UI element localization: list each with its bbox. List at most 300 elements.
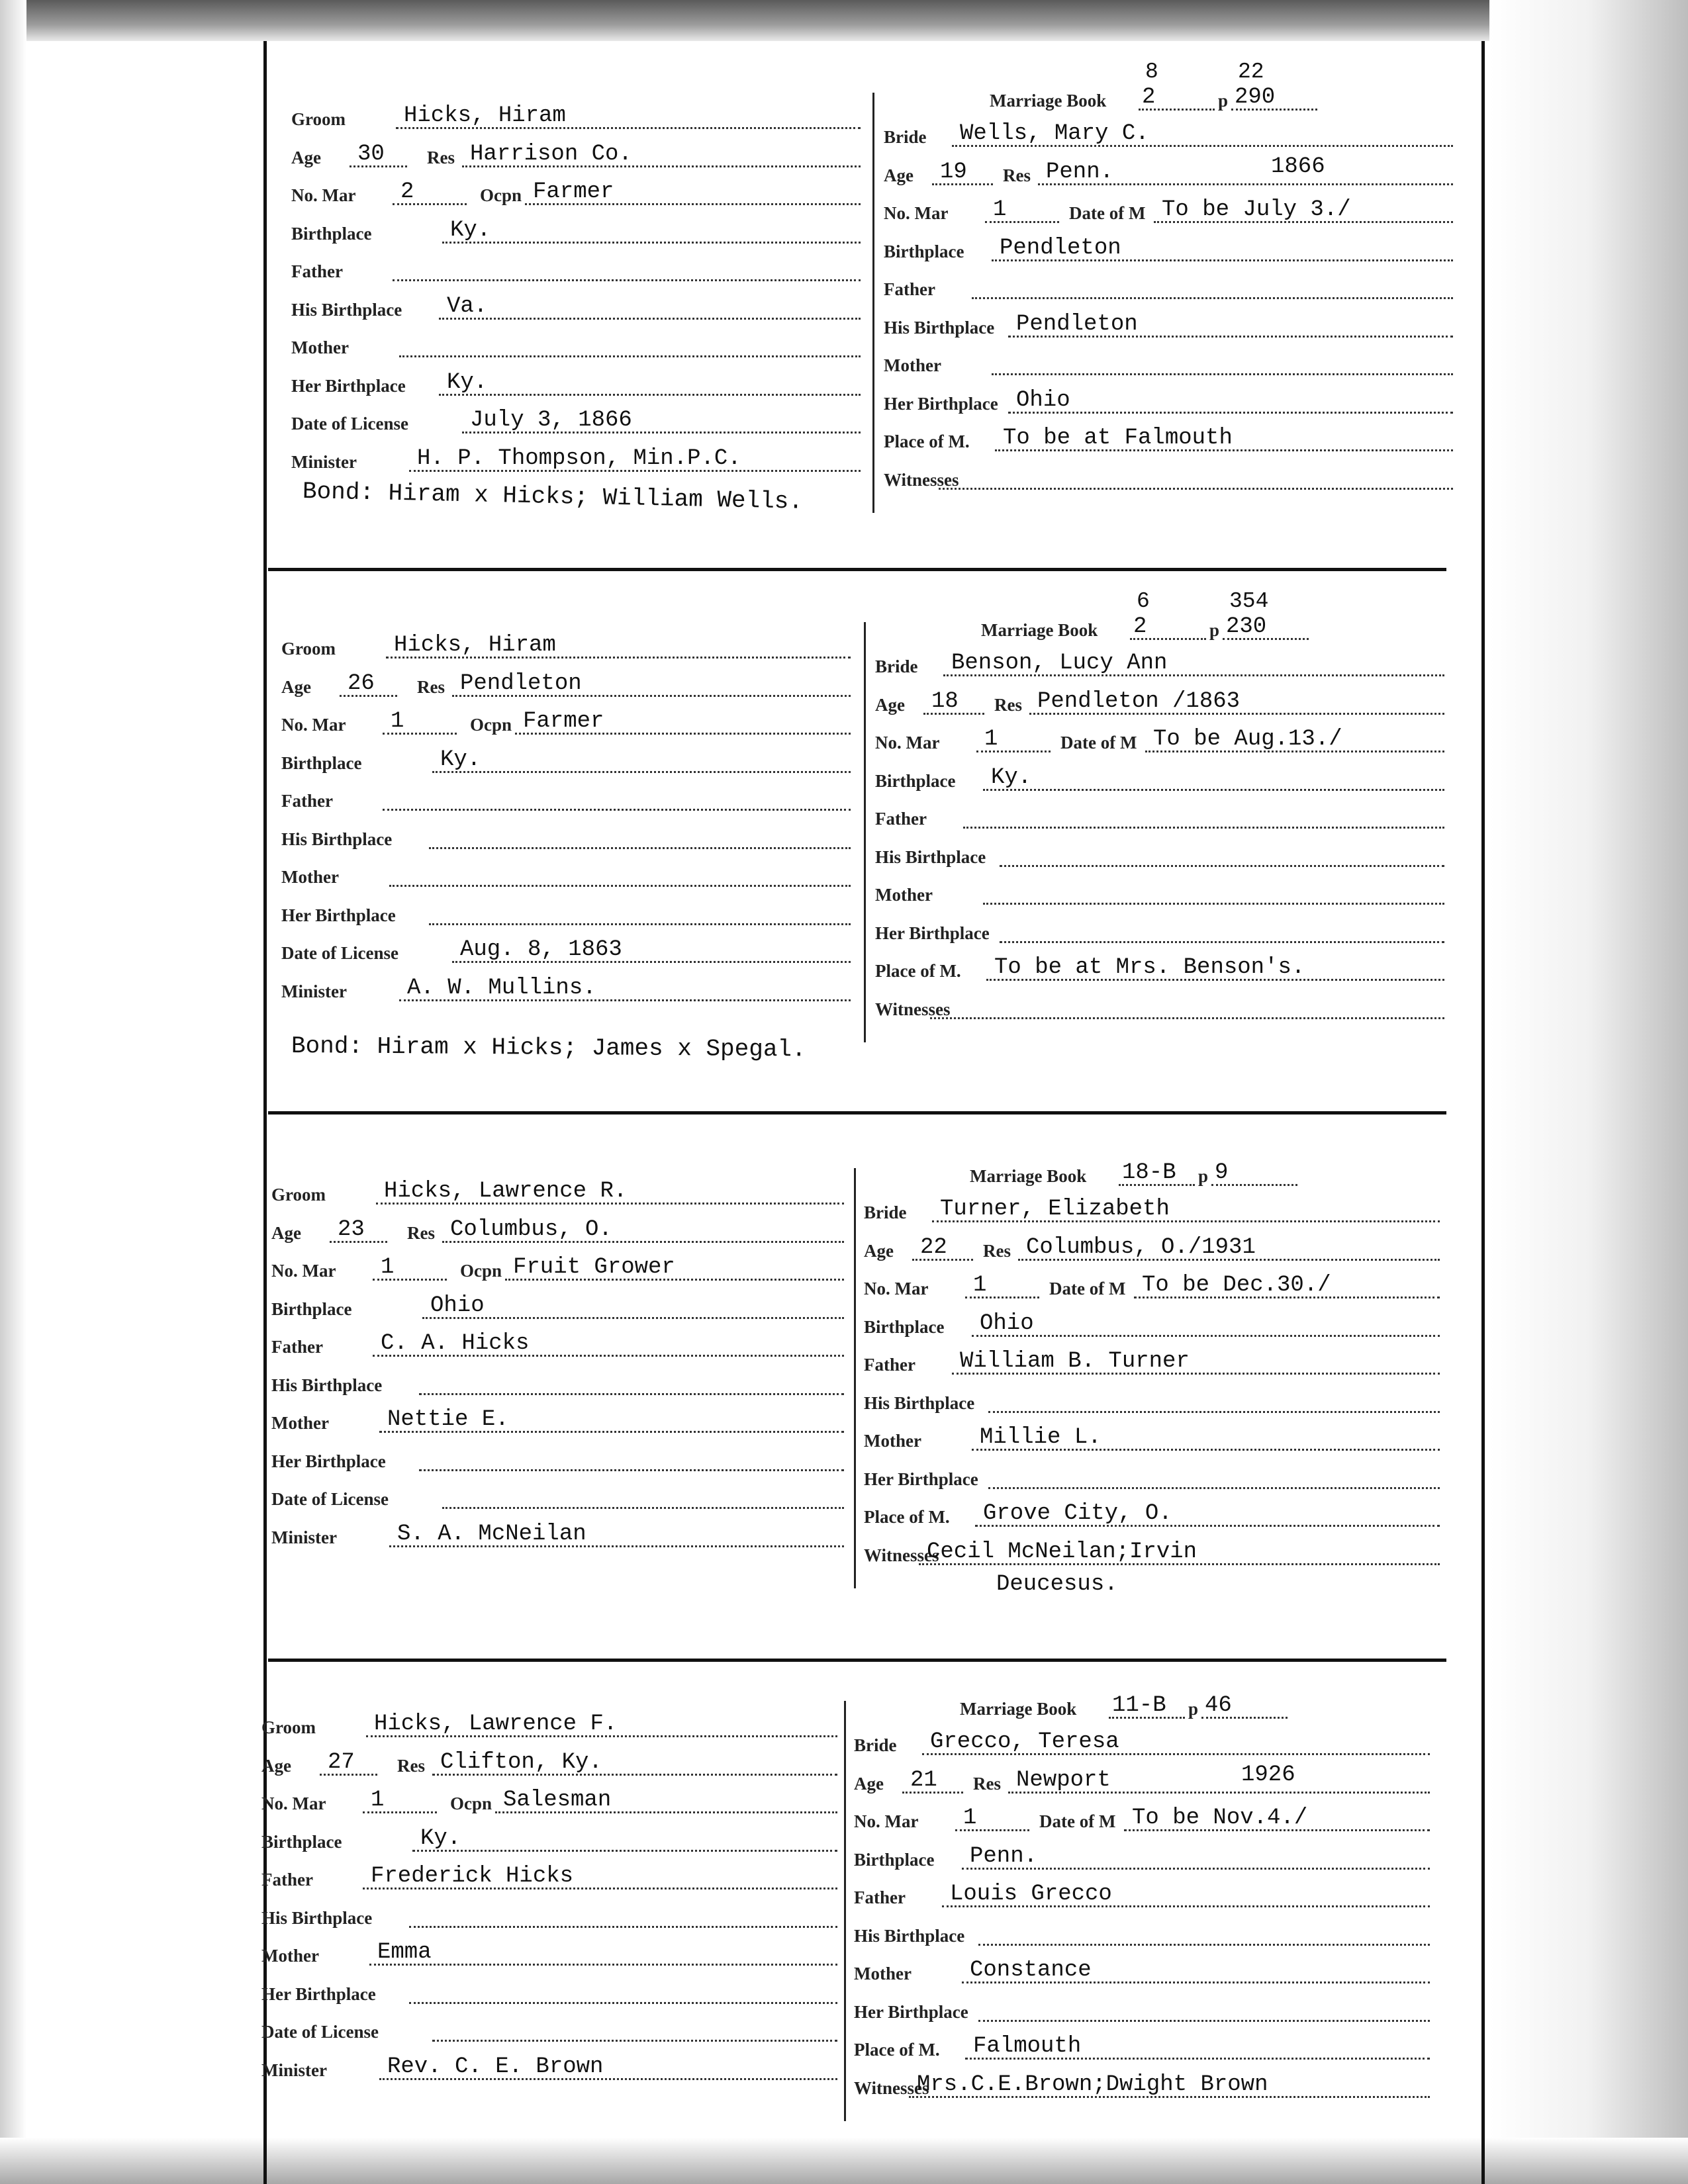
groom-groom-field (271, 1167, 844, 1208)
field-label: Minister (271, 1527, 337, 1547)
field-label: No. Mar (875, 733, 940, 752)
bride-bride-father-field (864, 1337, 1440, 1378)
field-value: Cecil McNeilan;Irvin (927, 1539, 1197, 1565)
scan-border-right (1489, 0, 1688, 2184)
groom-groom-ocpn-field (480, 167, 861, 208)
field-value: William B. Turner (960, 1349, 1190, 1374)
bride-bride-field (864, 1185, 1440, 1226)
field-value: 1 (391, 709, 404, 734)
field-label: Age (281, 676, 311, 697)
marriage-page-annotation: 354 (1229, 589, 1269, 614)
groom-groom-his-birthplace-field (261, 1890, 837, 1931)
field-label: Her Birthplace (884, 393, 998, 414)
bride-bride-birthplace-field (875, 753, 1444, 794)
record-separator (268, 1111, 1446, 1115)
field-label: Birthplace (281, 752, 362, 773)
field-label: Birthplace (854, 1849, 935, 1870)
field-label: Mother (854, 1964, 912, 1983)
field-value: Newport (1016, 1767, 1111, 1793)
field-label: Date of M (1069, 203, 1146, 223)
field-value: Penn. (1046, 159, 1114, 185)
field-value: Mrs.C.E.Brown;Dwight Brown (917, 2071, 1268, 2097)
field-value: H. P. Thompson, Min.P.C. (417, 445, 741, 471)
field-label: Father (875, 809, 927, 829)
field-value: Penn. (970, 1843, 1038, 1869)
field-label: Birthplace (271, 1298, 352, 1319)
bride-witnesses-field (864, 1527, 1440, 1569)
field-label: His Birthplace (291, 299, 402, 320)
bride-witnesses-field (884, 452, 1453, 493)
field-label: Father (854, 1888, 906, 1907)
field-label: Date of License (261, 2022, 379, 2042)
field-value: 19 (940, 159, 967, 185)
field-value: S. A. McNeilan (397, 1521, 586, 1547)
field-label: Res (407, 1222, 435, 1243)
field-value: Aug. 8, 1863 (460, 937, 622, 962)
page-right-edge (1481, 41, 1485, 2184)
field-label: Res (973, 1773, 1001, 1794)
marriage-book-number: 2 (1133, 614, 1147, 639)
field-label: Witnesses (854, 2077, 929, 2098)
field-value: Emma (377, 1940, 432, 1965)
field-value: 30 (357, 141, 385, 167)
field-label: No. Mar (261, 1794, 326, 1813)
marriage-book-number: 2 (1142, 85, 1156, 110)
field-label: Her Birthplace (864, 1469, 978, 1489)
bride-bride-mother-field (884, 338, 1453, 379)
field-label: Father (271, 1337, 323, 1357)
field-label: His Birthplace (281, 829, 393, 849)
field-label: Res (994, 694, 1022, 715)
field-value: 23 (338, 1216, 365, 1242)
bride-bride-no-mar-field (875, 715, 1051, 756)
groom-groom-field (261, 1700, 837, 1741)
marriage-book-field (990, 73, 1453, 114)
marriage-book-field (970, 1148, 1440, 1189)
bride-license-year: 1926 (1241, 1762, 1295, 1788)
field-value: 1 (371, 1788, 385, 1813)
column-divider (854, 1168, 856, 1588)
field-label: Age (271, 1222, 301, 1243)
field-value: To be July 3./ (1162, 197, 1351, 222)
field-value: Salesman (503, 1788, 612, 1813)
field-label: Birthplace (875, 770, 956, 791)
groom-groom-her-birthplace-field (291, 358, 861, 399)
field-label: Age (884, 165, 914, 185)
field-value: 18 (931, 688, 959, 714)
groom-groom-age-field (291, 130, 407, 171)
field-label: Res (417, 676, 445, 697)
marriage-page-number: 46 (1205, 1693, 1232, 1718)
field-value: Pendleton (1016, 311, 1138, 337)
bride-place-of-m-field (864, 1489, 1440, 1530)
field-label: Age (864, 1240, 894, 1261)
field-label: Witnesses (875, 999, 951, 1019)
field-value: Fruit Grower (513, 1255, 675, 1280)
field-label: Father (884, 279, 935, 299)
field-label: Age (875, 694, 905, 715)
marriage-book-field (960, 1681, 1430, 1722)
groom-groom-mother-field (281, 849, 851, 890)
marriage-book-label: Marriage Book (960, 1699, 1077, 1719)
groom-groom-no-mar-field (281, 697, 457, 738)
field-label: Place of M. (884, 432, 970, 451)
field-label: Ocpn (470, 715, 512, 735)
bride-bride-father-field (884, 261, 1453, 302)
field-label: Res (1003, 165, 1031, 185)
field-label: Date of M (1049, 1279, 1126, 1298)
dotted-rule (930, 1017, 1444, 1019)
bride-place-of-m-field (854, 2022, 1430, 2063)
field-value: Frederick Hicks (371, 1864, 574, 1889)
field-label: Her Birthplace (291, 375, 406, 396)
field-label: No. Mar (864, 1279, 929, 1298)
field-value: Ky. (450, 217, 491, 243)
field-value: Columbus, O./1931 (1026, 1234, 1256, 1260)
field-value: 26 (348, 670, 375, 696)
field-label: Mother (271, 1413, 329, 1433)
bride-license-year: 1866 (1271, 154, 1325, 179)
bride-bride-father-field (875, 791, 1444, 832)
field-value: 21 (910, 1767, 937, 1793)
field-value: 22 (920, 1234, 947, 1260)
groom-date-of-license-field (291, 396, 861, 437)
field-value: Benson, Lucy Ann (951, 651, 1168, 676)
field-label: Ocpn (450, 1794, 492, 1813)
groom-groom-his-birthplace-field (281, 811, 851, 852)
marriage-page-number: 290 (1235, 85, 1276, 110)
bride-date-of-m-field (1069, 185, 1453, 226)
field-label: His Birthplace (864, 1392, 975, 1413)
field-value: Ky. (991, 764, 1032, 790)
bride-bride-his-birthplace-field (854, 1908, 1430, 1949)
groom-date-of-license-field (281, 925, 851, 966)
field-value: To be Dec.30./ (1142, 1273, 1331, 1298)
field-value: Grove City, O. (983, 1501, 1172, 1526)
field-label: No. Mar (271, 1261, 336, 1281)
field-value: Wells, Mary C. (960, 121, 1149, 146)
column-divider (872, 93, 874, 513)
field-label: Res (397, 1755, 425, 1776)
scan-border-left (0, 0, 26, 2184)
field-value: Millie L. (980, 1425, 1102, 1450)
bride-bride-her-birthplace-field (884, 376, 1453, 417)
field-value: Pendleton (1000, 235, 1121, 261)
marriage-book-field (981, 602, 1444, 643)
field-label: Minister (291, 451, 357, 472)
scan-border-bottom (0, 2138, 1688, 2184)
field-value: 1 (984, 727, 998, 752)
groom-groom-birthplace-field (261, 1814, 837, 1855)
field-label: Her Birthplace (854, 2001, 968, 2022)
groom-groom-res-field (427, 130, 861, 171)
field-label: Ocpn (480, 185, 522, 205)
groom-groom-father-field (271, 1319, 844, 1360)
field-label: Bride (875, 657, 918, 676)
field-value: 1 (381, 1255, 395, 1280)
groom-groom-no-mar-field (261, 1776, 437, 1817)
field-value: Clifton, Ky. (440, 1749, 602, 1775)
field-value: Ohio (980, 1310, 1034, 1336)
page-label: p (1198, 1166, 1209, 1186)
groom-groom-her-birthplace-field (271, 1433, 844, 1475)
field-label: Minister (281, 981, 347, 1001)
field-label: Mother (884, 355, 941, 375)
marriage-book-volume-annotation: 6 (1137, 589, 1150, 614)
field-value: To be at Mrs. Benson's. (994, 955, 1305, 980)
field-value: Rev. C. E. Brown (387, 2054, 604, 2079)
field-value: Constance (970, 1958, 1092, 1983)
bride-bride-field (854, 1717, 1430, 1758)
field-label: Age (261, 1755, 291, 1776)
field-label: Date of License (291, 414, 408, 433)
field-label: Father (261, 1870, 313, 1889)
field-label: No. Mar (291, 185, 356, 205)
field-label: Date of M (1060, 733, 1137, 752)
field-value: To be Nov.4./ (1132, 1805, 1308, 1831)
field-value: Hicks, Lawrence F. (374, 1711, 618, 1737)
field-label: Bride (854, 1735, 897, 1755)
field-value: Grecco, Teresa (930, 1729, 1119, 1754)
bond-line: Bond: Hiram x Hicks; James x Spegal. (291, 1032, 806, 1064)
field-label: Father (291, 261, 343, 281)
field-label: Age (291, 147, 321, 167)
field-label: Groom (281, 639, 336, 659)
field-value: Ky. (440, 747, 481, 772)
field-label: Res (427, 147, 455, 167)
marriage-book-number: 18-B (1122, 1160, 1176, 1185)
page-label: p (1218, 91, 1229, 111)
field-label: Birthplace (261, 1831, 342, 1852)
groom-groom-field (291, 91, 861, 132)
field-value: Nettie E. (387, 1407, 509, 1432)
field-label: Res (983, 1240, 1011, 1261)
field-label: Groom (261, 1717, 316, 1737)
bride-bride-father-field (854, 1870, 1430, 1911)
groom-groom-res-field (407, 1205, 844, 1246)
bride-bride-res-field (994, 677, 1444, 718)
field-label: Her Birthplace (271, 1451, 386, 1471)
field-label: Mother (864, 1431, 921, 1451)
field-value: To be at Falmouth (1003, 426, 1233, 451)
field-value: Ky. (420, 1825, 461, 1851)
field-value: Farmer (533, 179, 614, 205)
groom-groom-mother-field (261, 1928, 837, 1969)
bride-bride-mother-field (875, 867, 1444, 908)
scan-border-top (0, 0, 1688, 41)
field-value: 1 (963, 1805, 977, 1831)
field-value: 27 (328, 1749, 355, 1775)
bride-bride-field (884, 109, 1453, 150)
bride-bride-birthplace-field (854, 1832, 1430, 1873)
marriage-page-number: 9 (1215, 1160, 1229, 1185)
groom-groom-father-field (291, 244, 861, 285)
groom-groom-mother-field (271, 1395, 844, 1436)
field-label: His Birthplace (854, 1925, 965, 1946)
groom-date-of-license-field (271, 1471, 844, 1512)
field-value: C. A. Hicks (381, 1331, 530, 1356)
field-value: Farmer (523, 709, 604, 734)
field-value: Hicks, Lawrence R. (384, 1179, 628, 1204)
marriage-book-label: Marriage Book (990, 91, 1107, 111)
groom-groom-his-birthplace-field (291, 282, 861, 323)
field-label: Birthplace (884, 241, 964, 261)
groom-groom-her-birthplace-field (261, 1966, 837, 2007)
groom-groom-ocpn-field (450, 1776, 837, 1817)
marriage-book-label: Marriage Book (981, 620, 1098, 640)
field-value: To be Aug.13./ (1153, 727, 1342, 752)
marriage-page-annotation: 22 (1238, 60, 1264, 84)
bride-bride-birthplace-field (864, 1299, 1440, 1340)
field-label: Mother (291, 338, 349, 357)
field-label: Ocpn (460, 1261, 502, 1281)
bride-witnesses-field (875, 981, 1444, 1023)
field-value: Ohio (430, 1293, 485, 1318)
bride-bride-her-birthplace-field (875, 905, 1444, 946)
field-value: A. W. Mullins. (407, 975, 596, 1001)
groom-groom-no-mar-field (271, 1243, 447, 1284)
groom-groom-his-birthplace-field (271, 1357, 844, 1398)
column-divider (864, 622, 866, 1042)
groom-minister-field (271, 1510, 844, 1551)
marriage-book-label: Marriage Book (970, 1166, 1087, 1186)
field-value: Ohio (1016, 387, 1070, 413)
bride-bride-mother-field (864, 1413, 1440, 1454)
field-value: 2 (400, 179, 414, 205)
field-label: No. Mar (281, 715, 346, 735)
field-label: Birthplace (864, 1316, 945, 1337)
field-label: Birthplace (291, 223, 372, 244)
groom-minister-field (261, 2042, 837, 2083)
bride-bride-res-field (1003, 148, 1453, 189)
bride-bride-age-field (864, 1223, 973, 1264)
field-label: His Birthplace (884, 317, 995, 338)
field-label: His Birthplace (261, 1907, 373, 1928)
bride-bride-age-field (884, 148, 993, 189)
field-label: Mother (875, 885, 933, 905)
bond-line: Bond: Hiram x Hicks; William Wells. (302, 478, 804, 516)
field-value: 1 (993, 197, 1007, 222)
field-label: Father (281, 791, 333, 811)
bride-date-of-m-field (1049, 1261, 1440, 1302)
field-label: Father (864, 1355, 915, 1375)
field-value: Hicks, Hiram (394, 633, 556, 658)
groom-groom-res-field (417, 659, 851, 700)
marriage-book-number: 11-B (1112, 1693, 1166, 1718)
groom-groom-her-birthplace-field (281, 887, 851, 929)
record-separator (268, 1659, 1446, 1662)
field-label: Her Birthplace (281, 905, 396, 925)
field-value: Harrison Co. (470, 141, 632, 167)
groom-groom-mother-field (291, 320, 861, 361)
bride-bride-age-field (854, 1756, 963, 1797)
groom-groom-res-field (397, 1738, 837, 1779)
record-separator (268, 568, 1446, 571)
field-value: Turner, Elizabeth (940, 1197, 1170, 1222)
witnesses-continued: Deucesus. (996, 1572, 1118, 1597)
marriage-book-volume-annotation: 8 (1145, 60, 1158, 84)
field-label: Mother (261, 1946, 319, 1966)
groom-groom-father-field (281, 773, 851, 814)
field-value: Louis Grecco (950, 1882, 1112, 1907)
groom-groom-ocpn-field (460, 1243, 844, 1284)
marriage-page-number: 230 (1226, 614, 1267, 639)
field-value: Pendleton /1863 (1037, 688, 1241, 714)
bride-date-of-m-field (1060, 715, 1444, 756)
bride-bride-res-field (983, 1223, 1440, 1264)
field-label: Date of License (271, 1489, 389, 1509)
bride-bride-res-field (973, 1756, 1430, 1797)
field-label: His Birthplace (271, 1375, 383, 1395)
field-value: Pendleton (460, 670, 582, 696)
field-label: Witnesses (864, 1545, 939, 1565)
field-label: Date of M (1039, 1811, 1116, 1831)
field-label: Date of License (281, 943, 399, 963)
field-value: Falmouth (973, 2034, 1082, 2059)
field-label: Bride (864, 1203, 907, 1222)
field-label: Mother (281, 867, 339, 887)
groom-groom-no-mar-field (291, 167, 467, 208)
bride-place-of-m-field (875, 943, 1444, 984)
field-label: Place of M. (864, 1507, 950, 1527)
bride-bride-his-birthplace-field (884, 300, 1453, 341)
groom-date-of-license-field (261, 2004, 837, 2045)
column-divider (844, 1701, 846, 2121)
groom-groom-birthplace-field (291, 206, 861, 247)
bride-bride-her-birthplace-field (854, 1984, 1430, 2025)
field-label: Place of M. (854, 2040, 940, 2060)
groom-minister-field (281, 964, 851, 1005)
bride-witnesses-field (854, 2060, 1430, 2101)
bride-date-of-m-field (1039, 1794, 1430, 1835)
field-label: Her Birthplace (875, 923, 990, 943)
groom-groom-age-field (281, 659, 397, 700)
field-label: Groom (271, 1185, 326, 1205)
field-label: Place of M. (875, 961, 961, 981)
field-label: Groom (291, 109, 346, 129)
field-value: Va. (447, 293, 488, 319)
field-label: His Birthplace (875, 846, 986, 867)
bride-bride-age-field (875, 677, 984, 718)
field-value: Columbus, O. (450, 1216, 612, 1242)
field-label: Age (854, 1773, 884, 1794)
groom-groom-age-field (271, 1205, 387, 1246)
bride-bride-no-mar-field (884, 185, 1059, 226)
dotted-rule (939, 488, 1453, 490)
groom-groom-birthplace-field (281, 735, 851, 776)
field-label: Her Birthplace (261, 1983, 376, 2004)
bride-bride-his-birthplace-field (864, 1375, 1440, 1416)
field-label: Minister (261, 2060, 327, 2080)
bride-bride-her-birthplace-field (864, 1451, 1440, 1492)
groom-minister-field (291, 434, 861, 475)
groom-groom-age-field (261, 1738, 377, 1779)
bride-place-of-m-field (884, 414, 1453, 455)
groom-groom-ocpn-field (470, 697, 851, 738)
field-value: Hicks, Hiram (404, 103, 566, 128)
field-label: Bride (884, 127, 927, 147)
bride-bride-mother-field (854, 1946, 1430, 1987)
field-value: 1 (973, 1273, 987, 1298)
field-value: Ky. (447, 369, 488, 395)
groom-groom-birthplace-field (271, 1281, 844, 1322)
groom-groom-father-field (261, 1852, 837, 1893)
bride-bride-his-birthplace-field (875, 829, 1444, 870)
field-label: No. Mar (854, 1811, 919, 1831)
page-label: p (1209, 620, 1220, 640)
bride-bride-no-mar-field (864, 1261, 1039, 1302)
bride-bride-field (875, 639, 1444, 680)
